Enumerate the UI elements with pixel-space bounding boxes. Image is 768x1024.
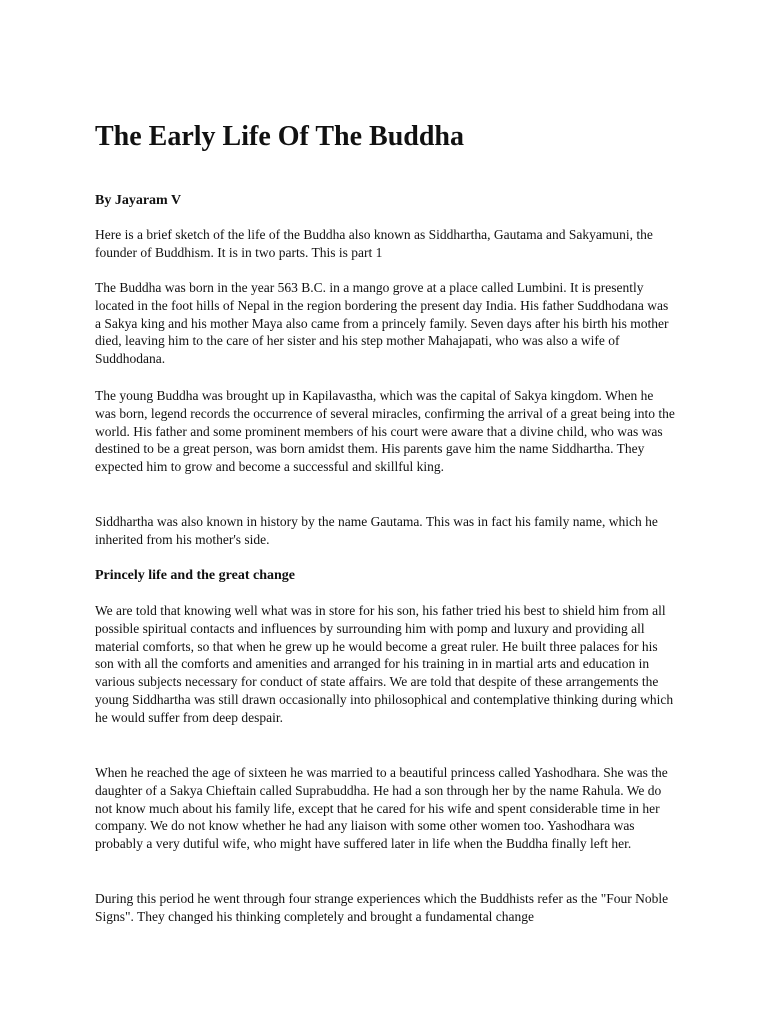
paragraph-upbringing: The young Buddha was brought up in Kapilavastha, which was the capital of Sakya kingdom. When he was born, legend records the occurrence of several miracles, confirming the arrival of a great being into the world. His father and some prominent members of his court were aware that a divine child, who was was destined to be a great person, was born amidst them. His parents gave him the name Siddhartha. They expected him to grow and become a successful and skillful king. (95, 388, 675, 475)
article-byline: By Jayaram V (95, 193, 182, 208)
paragraph-birth: The Buddha was born in the year 563 B.C. in a mango grove at a place called Lumbini. It is presently located in the foot hills of Nepal in the region bordering the present day India. His father Suddhodana was a Sakya king and his mother Maya also came from a princely family. Seven days after his birth his mother died, leaving him to the care of her sister and his step mother Mahajapati, who was also a wife of Suddhodana. (95, 280, 669, 367)
paragraph-four-signs: During this period he went through four strange experiences which the Buddhists refer as the "Four Noble Signs". They changed his thinking completely and brought a fundamental change (95, 891, 669, 924)
paragraph-marriage: When he reached the age of sixteen he was married to a beautiful princess called Yashodhara. She was the daughter of a Sakya Chieftain called Suprabuddha. He had a son through her by the name Rahula. We do not know much about his family life, except that he cared for his wife and spent considerable time in her company. We do not know whether he had any liaison with some other women too. Yashodhara was probably a very dutiful wife, who might have suffered later in life when the Buddha finally left her. (95, 765, 668, 852)
article-title: The Early Life Of The Buddha (95, 121, 465, 152)
paragraph-intro: Here is a brief sketch of the life of the Buddha also known as Siddhartha, Gautama and Sakyamuni, the founder of Buddhism. It is in two parts. This is part 1 (95, 227, 653, 260)
paragraph-princely-life: We are told that knowing well what was in store for his son, his father tried his best to shield him from all possible spiritual contacts and influences by surrounding him with pomp and luxury and providing all material comforts, so that when he grew up he would become a great ruler. He built three palaces for his son with all the comforts and amenities and arranged for his training in in martial arts and education in various subjects necessary for conduct of state affairs. We are told that despite of these arrangements the young Siddhartha was still drawn occasionally into philosophical and contemplative thinking during which he would suffer from deep despair. (95, 603, 674, 725)
paragraph-gautama: Siddhartha was also known in history by the name Gautama. This was in fact his family name, which he inherited from his mother's side. (95, 514, 658, 547)
section-heading: Princely life and the great change (95, 568, 295, 583)
